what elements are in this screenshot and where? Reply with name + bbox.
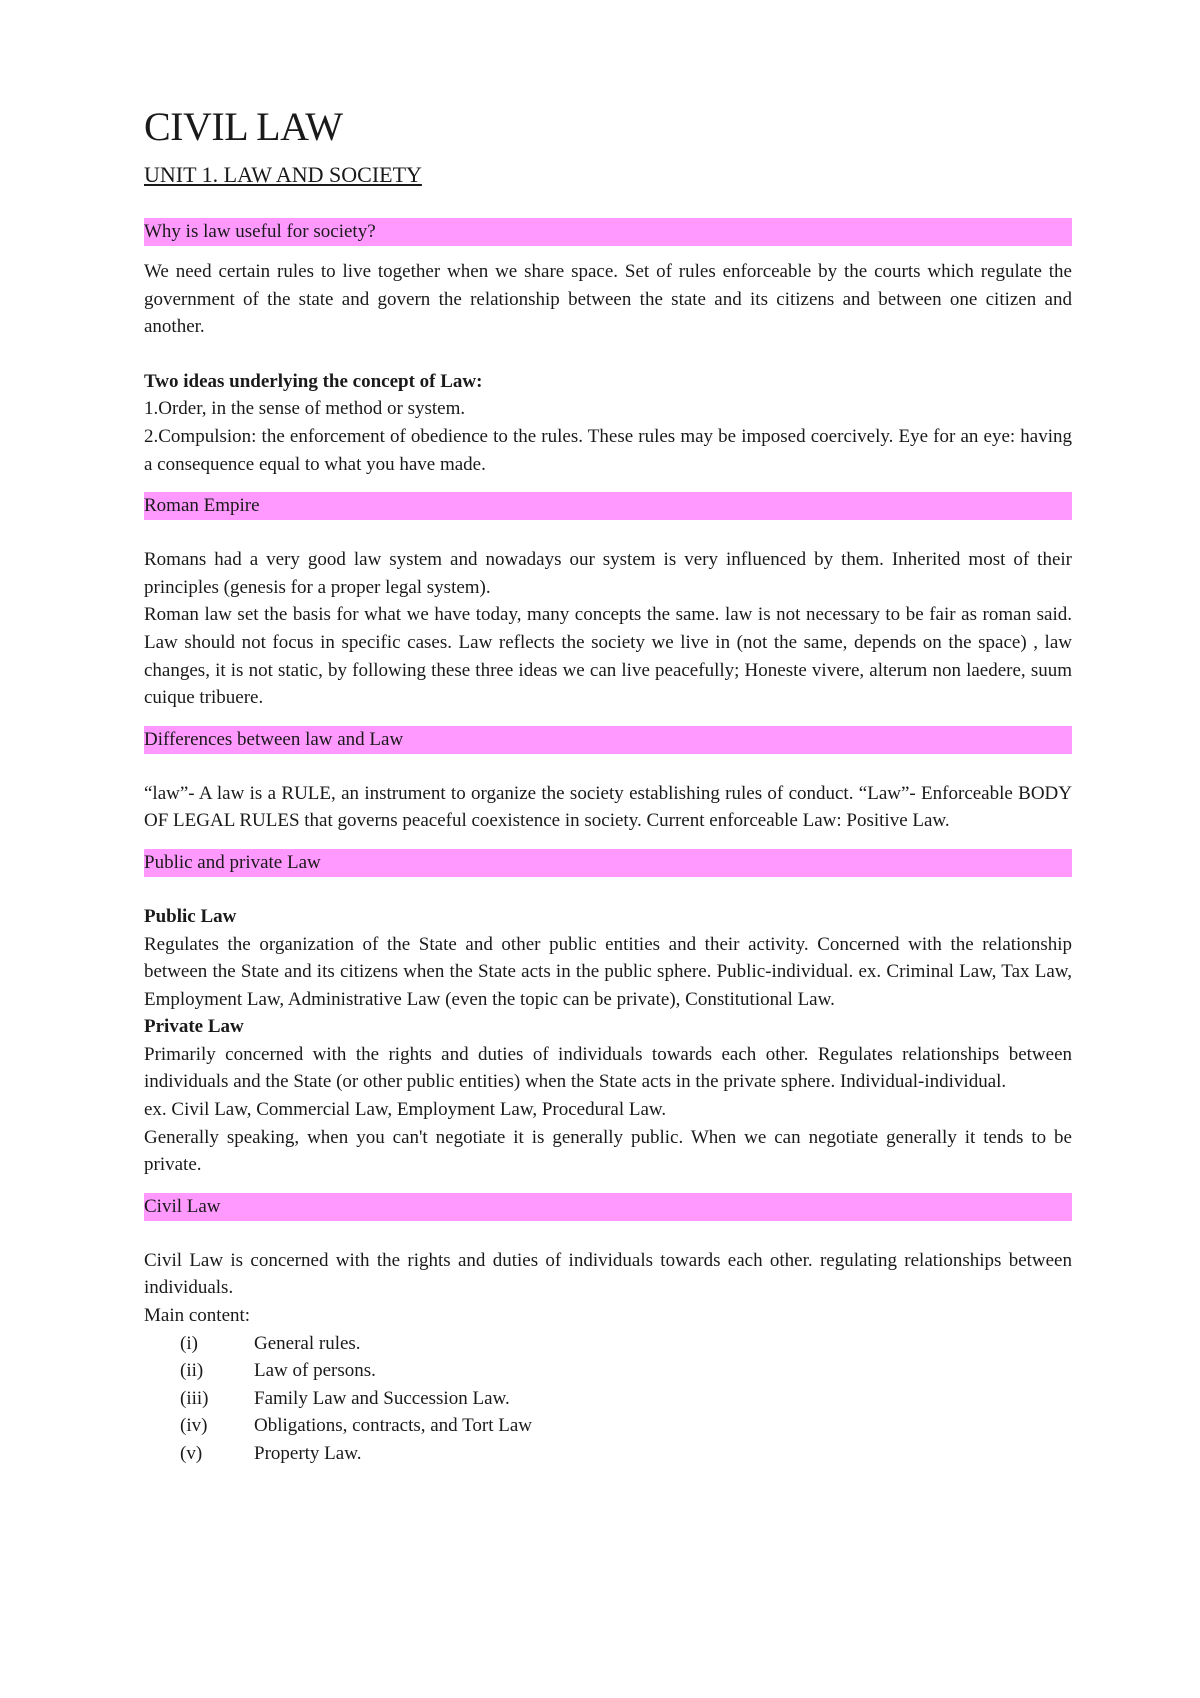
main-content-label: Main content:: [144, 1305, 251, 1327]
idea-1: 1.Order, in the sense of method or system.: [144, 398, 466, 420]
main-content-list: [144, 1330, 1072, 1468]
unit-title: UNIT 1. LAW AND SOCIETY: [144, 162, 422, 187]
list-item: (iii) Family Law and Succession Law.: [180, 1387, 510, 1409]
roman-paragraph-2: Roman law set the basis for what we have today, many concepts the same. law is not necessary to be fair as roman said. Law should not focus in specific cases. Law reflects the society we live in (not the same, depends on the space) , law changes, it is not static, by following these three ideas we can live peacefully; Honeste vivere, alterum non laedere, suum cuique tribuere.: [144, 604, 1072, 709]
negotiation-note: Generally speaking, when you can't negotiate it is generally public. When we can negotiate generally it tends to be private.: [144, 1126, 1072, 1176]
document-title: CIVIL LAW: [144, 104, 343, 149]
public-law-title: Public Law: [144, 905, 237, 927]
list-item: (ii) Law of persons.: [180, 1360, 376, 1382]
section-heading-civil: Civil Law: [144, 1193, 1072, 1221]
idea-2: 2.Compulsion: the enforcement of obedience to the rules. These rules may be imposed coercively. Eye for an eye: having a consequence equal to what you have made.: [144, 425, 1072, 475]
section-heading-roman: Roman Empire: [144, 492, 1072, 520]
why-body: We need certain rules to live together when we share space. Set of rules enforceable by the courts which regulate the government of the state and govern the relationship between the state and its citizens and between one citizen and another.: [144, 261, 1072, 338]
list-item: (iv) Obligations, contracts, and Tort Law: [180, 1415, 532, 1437]
section-heading-differences: Differences between law and Law: [144, 726, 1072, 754]
section-heading-why: Why is law useful for society?: [144, 218, 1072, 246]
list-item: (v) Property Law.: [180, 1443, 362, 1464]
civil-law-body: Civil Law is concerned with the rights and duties of individuals towards each other. regulating relationships between individuals.: [144, 1249, 1072, 1299]
ideas-heading: Two ideas underlying the concept of Law:: [144, 370, 483, 392]
private-law-body: Primarily concerned with the rights and duties of individuals towards each other. Regulates relationships between individuals and the State (or other public entities) when the State acts in the private sphere. Individual-individual.: [144, 1043, 1072, 1093]
private-law-title: Private Law: [144, 1016, 244, 1038]
section-heading-public-private: Public and private Law: [144, 849, 1072, 877]
private-law-examples: ex. Civil Law, Commercial Law, Employment Law, Procedural Law.: [144, 1099, 667, 1121]
list-item: (i) General rules.: [180, 1332, 361, 1354]
differences-body: “law”- A law is a RULE, an instrument to organize the society establishing rules of conduct. “Law”- Enforceable BODY OF LEGAL RULES that governs peaceful coexistence in society. Current enforceable Law: Positive Law.: [144, 782, 1072, 832]
document-page: [144, 104, 1072, 1468]
roman-paragraph-1: Romans had a very good law system and nowadays our system is very influenced by them. Inherited most of their principles (genesis for a proper legal system).: [144, 549, 1072, 598]
public-law-body: Regulates the organization of the State and other public entities and their activity. Concerned with the relationship between the State and its citizens when the State acts in the public sphere. Public-individual. ex. Criminal Law, Tax Law, Employment Law, Administrative Law (even the topic can be private), Constitutional Law.: [144, 933, 1072, 1010]
